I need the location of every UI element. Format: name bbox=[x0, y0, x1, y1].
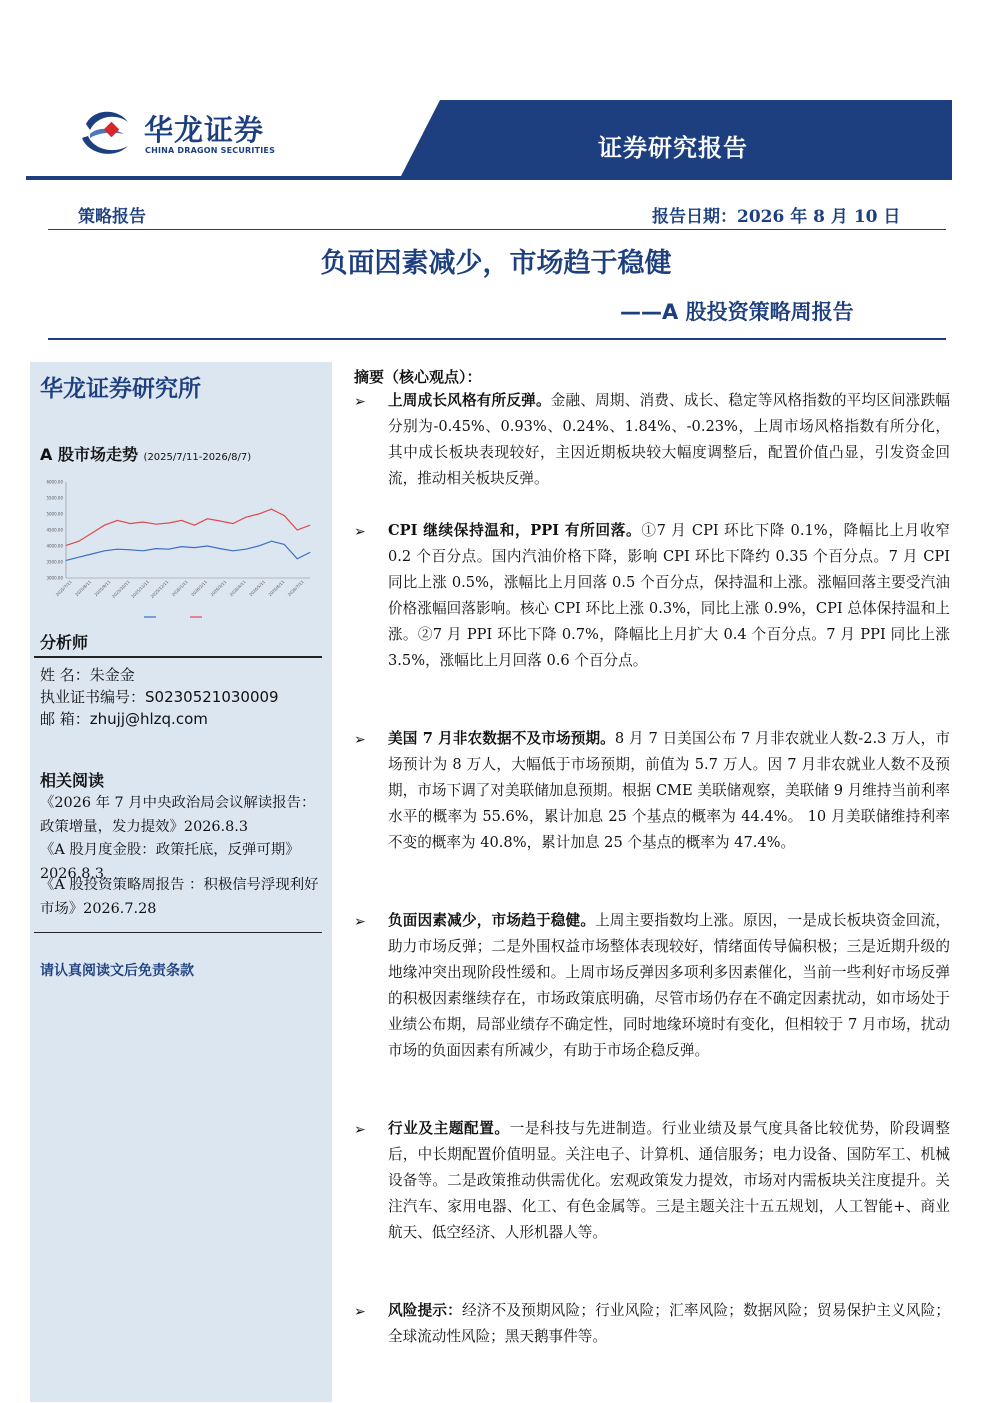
header-banner bbox=[0, 100, 992, 182]
summary-text: 上周主要指数均上涨。原因，一是成长板块资金回流，助力市场反弹；二是外围权益市场整体表现较好，情绪面传导偏积极；三是近期升级的地缘冲突出现阶段性缓和。上周市场反弹因多项利多因素催化，当前一些利好市场反弹的积极因素继续存在，市场政策底明确，尽管市场仍存在不确定因素扰动，如市场处于业绩公布期，局部业绩存不确定性，同时地缘环境时有变化，但相较于 7 月市场，扰动市场的负面因素有所减少，有助于市场企稳反弹。 bbox=[388, 912, 950, 1059]
chart-point bbox=[168, 523, 169, 524]
chart-point bbox=[181, 520, 182, 521]
chart-y-tick-label: 5000.00 bbox=[46, 511, 63, 517]
summary-lead: 上周成长风格有所反弹。 bbox=[388, 392, 551, 409]
summary-text: 8 月 7 日美国公布 7 月非农就业人数-2.3 万人，市场预计为 8 万人，大幅低于市场预期，前值为 5.7 万人。因 7 月非农就业人数不及预期，市场下调了对美联储加息预期。根据 CME 美联储观察，美联储 9 月维持当前利率水平的概率为 55.6%，累计加息 25 个基点的概率为 44.4%。 10 月美联储维持利率不变的概率为 40.8%，累计加息 25 个基点的概率为 47.4%。 bbox=[388, 730, 950, 851]
summary-item bbox=[388, 726, 950, 856]
chart-point bbox=[297, 558, 298, 559]
chart-point bbox=[271, 509, 272, 510]
chart-point bbox=[168, 549, 169, 550]
divider bbox=[34, 656, 322, 658]
chart-y-tick-label: 4000.00 bbox=[46, 543, 63, 549]
summary-item bbox=[388, 388, 950, 492]
chart-x-tick-label: 2025/11/11 bbox=[130, 579, 151, 600]
summary-lead: CPI 继续保持温和，PPI 有所回落。 bbox=[388, 522, 642, 539]
chart-point bbox=[91, 533, 92, 534]
chart-point bbox=[284, 544, 285, 545]
report-date: 报告日期：2026 年 8 月 10 日 bbox=[652, 207, 901, 227]
chart-point bbox=[66, 560, 67, 561]
chart-point bbox=[310, 525, 311, 526]
chart-series-line bbox=[66, 509, 310, 545]
chart-x-tick-label: 2026/6/11 bbox=[267, 579, 286, 598]
bullet-arrow-icon: ➢ bbox=[354, 1304, 366, 1320]
analyst-name: 姓 名：朱金金 bbox=[40, 666, 135, 684]
page-title: 负面因素减少，市场趋于稳健 bbox=[320, 248, 672, 279]
chart-point bbox=[194, 547, 195, 548]
bullet-arrow-icon: ➢ bbox=[354, 524, 366, 540]
chart-point bbox=[155, 524, 156, 525]
bullet-arrow-icon: ➢ bbox=[354, 732, 366, 748]
chart-point bbox=[143, 550, 144, 551]
summary-lead: 负面因素减少，市场趋于稳健。 bbox=[388, 912, 596, 929]
chart-x-tick-label: 2026/7/11 bbox=[286, 579, 305, 598]
chart-point bbox=[155, 548, 156, 549]
chart-point bbox=[130, 523, 131, 524]
banner-title: 证券研究报告 bbox=[598, 133, 748, 162]
chart-point bbox=[297, 530, 298, 531]
chart-point bbox=[207, 546, 208, 547]
summary-item bbox=[388, 518, 950, 674]
analyst-cert: 执业证书编号：S0230521030009 bbox=[40, 688, 279, 706]
market-trend-period: (2025/7/11-2026/8/7) bbox=[143, 452, 252, 463]
summary-item bbox=[388, 1298, 950, 1350]
bullet-arrow-icon: ➢ bbox=[354, 914, 366, 930]
summary-text: ①7 月 CPI 环比下降 0.1%，降幅比上月收窄 0.2 个百分点。国内汽油价格下降，影响 CPI 环比下降约 0.35 个百分点。7 月 CPI 同比上涨 0.5%，涨幅比上月回落 0.5 个百分点，保持温和上涨。涨幅回落主要受汽油价格涨幅回落影响。核心 CPI 环比上涨 0.3%，同比上涨 0.9%，CPI 总体保持温和上涨。②7 月 PPI 环比下降 0.7%，降幅比上月扩大 0.4 个百分点。7 月 PPI 同比上涨 3.5%，涨幅比上月回落 0.6 个百分点。 bbox=[388, 522, 950, 669]
chart-point bbox=[310, 552, 311, 553]
page-subtitle: ——A 股投资策略周报告 bbox=[620, 300, 854, 324]
chart-x-tick-label: 2026/4/11 bbox=[228, 579, 247, 598]
chart-x-tick-label: 2026/2/11 bbox=[189, 579, 209, 598]
chart-x-tick-label: 2026/5/11 bbox=[247, 579, 267, 598]
divider bbox=[34, 932, 322, 933]
disclaimer-note[interactable]: 请认真阅读文后免责条款 bbox=[40, 963, 194, 979]
chart-point bbox=[233, 550, 234, 551]
chart-point bbox=[104, 525, 105, 526]
chart-y-tick-label: 3500.00 bbox=[46, 559, 63, 565]
summary-lead: 行业及主题配置。 bbox=[388, 1120, 510, 1137]
market-trend-heading bbox=[40, 442, 251, 465]
chart-series-line bbox=[66, 541, 310, 560]
chart-point bbox=[220, 521, 221, 522]
chart-y-tick-label: 5500.00 bbox=[46, 495, 63, 501]
chart-point bbox=[258, 514, 259, 515]
analyst-email[interactable]: 邮 箱：zhujj@hlzq.com bbox=[40, 710, 208, 728]
analyst-heading: 分析师 bbox=[40, 633, 89, 652]
chart-point bbox=[143, 522, 144, 523]
bullet-arrow-icon: ➢ bbox=[354, 394, 366, 410]
summary-item bbox=[388, 908, 950, 1064]
summary-item bbox=[388, 1116, 950, 1246]
chart-x-tick-label: 2025/9/11 bbox=[93, 579, 112, 598]
chart-point bbox=[130, 549, 131, 550]
chart-point bbox=[207, 518, 208, 519]
abstract-heading: 摘要（核心观点）： bbox=[354, 368, 482, 386]
chart-point bbox=[245, 517, 246, 518]
institute-name: 华龙证券研究所 bbox=[40, 376, 201, 402]
chart-x-tick-label: 2025/8/11 bbox=[73, 579, 93, 598]
chart-point bbox=[271, 541, 272, 542]
chart-point bbox=[194, 525, 195, 526]
related-reading-heading: 相关阅读 bbox=[40, 771, 105, 790]
chart-point bbox=[78, 541, 79, 542]
chart-x-tick-label: 2026/3/11 bbox=[209, 579, 228, 598]
company-name-en: CHINA DRAGON SECURITIES bbox=[145, 146, 276, 155]
chart-point bbox=[245, 549, 246, 550]
chart-x-tick-label: 2025/7/11 bbox=[54, 579, 73, 598]
chart-point bbox=[91, 554, 92, 555]
chart-x-tick-label: 2026/1/11 bbox=[170, 579, 189, 598]
chart-point bbox=[104, 550, 105, 551]
chart-y-tick-label: 6000.00 bbox=[46, 479, 63, 485]
chart-point bbox=[181, 546, 182, 547]
chart-x-tick-label: 2025/10/11 bbox=[110, 579, 131, 600]
summary-text: 一是科技与先进制造。行业业绩及景气度具备比较优势，阶段调整后，中长期配置价值明显。关注电子、计算机、通信服务；电力设备、国防军工、机械设备等。二是政策推动供需优化。宏观政策发力提效，市场对内需板块关注度提升。关注汽车、家用电器、化工、有色金属等。三是主题关注十五五规划，人工智能+、商业航天、低空经济、人形机器人等。 bbox=[388, 1120, 950, 1241]
chart-point bbox=[66, 545, 67, 546]
market-trend-title: A 股市场走势 bbox=[40, 445, 138, 464]
related-reading-item[interactable]: 《A 股月度金股：政策托底，反弹可期》2026.8.3 bbox=[40, 842, 300, 882]
chart-y-tick-label: 4500.00 bbox=[46, 527, 63, 533]
chart-y-tick-label: 3000.00 bbox=[46, 575, 63, 581]
chart-point bbox=[220, 548, 221, 549]
chart-point bbox=[284, 515, 285, 516]
chart-x-tick-label: 2025/12/11 bbox=[149, 579, 170, 600]
summary-lead: 风险提示： bbox=[388, 1302, 462, 1319]
market-trend-chart bbox=[36, 474, 318, 626]
related-reading-item[interactable]: 《A 股投资策略周报告 ：积极信号浮现利好市场》2026.7.28 bbox=[40, 877, 319, 917]
chart-point bbox=[117, 549, 118, 550]
chart-point bbox=[117, 520, 118, 521]
summary-text: 金融、周期、消费、成长、稳定等风格指数的平均区间涨跌幅分别为-0.45%、0.93%、0.24%、1.84%、-0.23%，上周市场风格指数有所分化，其中成长板块表现较好，主因近期板块较大幅度调整后，配置价值凸显，引发资金回流，推动相关板块反弹。 bbox=[388, 392, 950, 487]
related-reading-item[interactable]: 《2026 年 7 月中央政治局会议解读报告：政策增量，发力提效》2026.8.3 bbox=[40, 795, 316, 835]
divider bbox=[48, 338, 946, 340]
chart-point bbox=[233, 523, 234, 524]
summary-text: 经济不及预期风险；行业风险；汇率风险；数据风险；贸易保护主义风险；全球流动性风险；黑天鹅事件等。 bbox=[388, 1302, 950, 1345]
chart-point bbox=[258, 546, 259, 547]
report-kind: 策略报告 bbox=[78, 207, 146, 227]
company-name-cn: 华龙证券 bbox=[144, 113, 265, 147]
divider bbox=[48, 229, 946, 230]
bullet-arrow-icon: ➢ bbox=[354, 1122, 366, 1138]
chart-point bbox=[78, 557, 79, 558]
summary-lead: 美国 7 月非农数据不及市场预期。 bbox=[388, 730, 615, 747]
